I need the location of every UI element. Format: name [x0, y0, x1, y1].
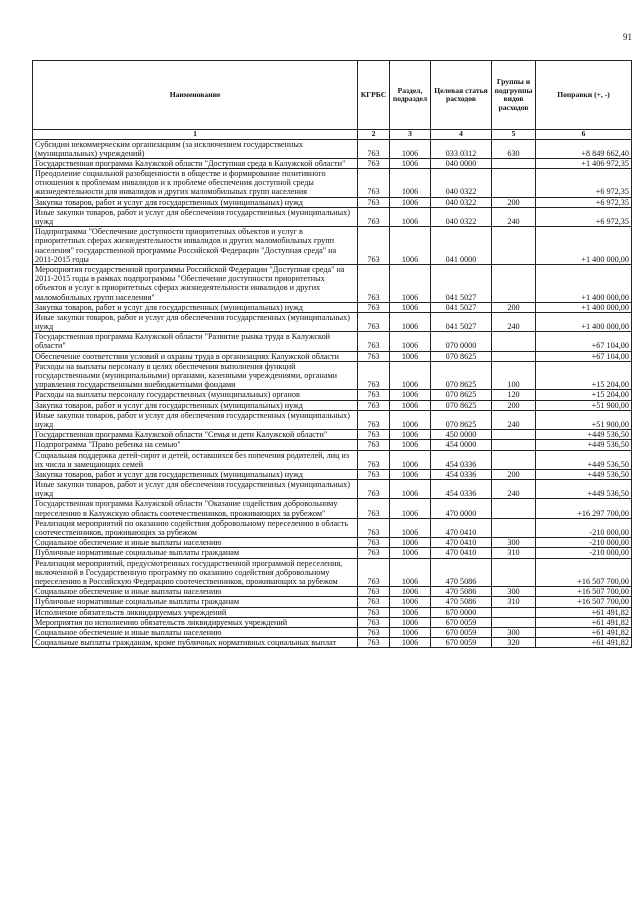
row-kgrbs: 763 — [358, 139, 390, 158]
row-name: Государственная программа Калужской области "Семья и дети Калужской области" — [33, 430, 358, 440]
row-amount: +449 536,50 — [536, 430, 632, 440]
row-section: 1006 — [390, 312, 431, 331]
row-section: 1006 — [390, 332, 431, 351]
header-kgrbs: КГРБС — [358, 61, 390, 130]
row-article: 470 0410 — [431, 548, 492, 558]
row-article: 070 8625 — [431, 390, 492, 400]
row-amount: +449 536,50 — [536, 450, 632, 469]
table-row — [33, 607, 632, 617]
row-section: 1006 — [390, 400, 431, 410]
row-amount: +6 972,35 — [536, 207, 632, 226]
row-kgrbs: 763 — [358, 607, 390, 617]
row-section: 1006 — [390, 617, 431, 627]
row-group: 240 — [492, 410, 536, 429]
row-kgrbs: 763 — [358, 264, 390, 302]
row-kgrbs: 763 — [358, 169, 390, 198]
row-name: Мероприятия по исполнению обязательств ликвидируемых учреждений — [33, 617, 358, 627]
row-group — [492, 499, 536, 518]
table-row — [33, 440, 632, 450]
table-row — [33, 499, 632, 518]
row-section: 1006 — [390, 390, 431, 400]
row-name: Исполнение обязательств ликвидируемых учреждений — [33, 607, 358, 617]
row-kgrbs: 763 — [358, 587, 390, 597]
col-number: 6 — [536, 130, 632, 140]
table-row — [33, 351, 632, 361]
table-row — [33, 410, 632, 429]
row-name: Закупка товаров, работ и услуг для государственных (муниципальных) нужд — [33, 197, 358, 207]
table-row — [33, 361, 632, 390]
row-group — [492, 518, 536, 537]
row-kgrbs: 763 — [358, 158, 390, 168]
row-section: 1006 — [390, 548, 431, 558]
row-kgrbs: 763 — [358, 197, 390, 207]
row-article: 670 0059 — [431, 638, 492, 648]
row-name: Государственная программа Калужской области "Развитие рынка труда в Калужской области" — [33, 332, 358, 351]
row-amount: +67 104,00 — [536, 332, 632, 351]
table-row — [33, 469, 632, 479]
row-group — [492, 169, 536, 198]
row-group — [492, 227, 536, 265]
page-number: 91 — [623, 32, 632, 42]
row-amount: -210 000,00 — [536, 518, 632, 537]
row-section: 1006 — [390, 607, 431, 617]
table-row — [33, 139, 632, 158]
row-article: 070 8625 — [431, 410, 492, 429]
row-section: 1006 — [390, 627, 431, 637]
row-kgrbs: 763 — [358, 207, 390, 226]
table-row — [33, 264, 632, 302]
row-kgrbs: 763 — [358, 410, 390, 429]
row-group: 310 — [492, 597, 536, 607]
table-row — [33, 480, 632, 499]
table-row — [33, 390, 632, 400]
table-row — [33, 227, 632, 265]
row-group — [492, 558, 536, 587]
row-group: 240 — [492, 312, 536, 331]
row-article: 470 0410 — [431, 538, 492, 548]
row-group: 300 — [492, 538, 536, 548]
row-kgrbs: 763 — [358, 597, 390, 607]
table-row — [33, 158, 632, 168]
row-article: 041 0000 — [431, 227, 492, 265]
row-name: Преодоление социальной разобщенности в обществе и формирование позитивного отношения к проблемам инвалидов и к проблеме обеспечения доступной среды жизнедеятельности для инвалидов и других маломобильных групп населения — [33, 169, 358, 198]
row-name: Иные закупки товаров, работ и услуг для обеспечения государственных (муниципальных) нужд — [33, 480, 358, 499]
row-name: Закупка товаров, работ и услуг для государственных (муниципальных) нужд — [33, 400, 358, 410]
row-article: 454 0000 — [431, 440, 492, 450]
row-amount: +1 400 000,00 — [536, 312, 632, 331]
col-number: 3 — [390, 130, 431, 140]
table-row — [33, 548, 632, 558]
row-kgrbs: 763 — [358, 312, 390, 331]
row-article: 070 8625 — [431, 361, 492, 390]
row-group — [492, 450, 536, 469]
row-amount: +449 536,50 — [536, 440, 632, 450]
row-article: 454 0336 — [431, 469, 492, 479]
row-article: 033 0312 — [431, 139, 492, 158]
row-article: 450 0000 — [431, 430, 492, 440]
row-name: Реализация мероприятий по оказанию содействия добровольному переселению в область соотечественников, проживающих за рубежом — [33, 518, 358, 537]
row-amount: +61 491,82 — [536, 627, 632, 637]
row-group — [492, 332, 536, 351]
row-section: 1006 — [390, 558, 431, 587]
row-kgrbs: 763 — [358, 351, 390, 361]
table-row — [33, 627, 632, 637]
row-group: 300 — [492, 587, 536, 597]
row-name: Социальное обеспечение и иные выплаты населению — [33, 587, 358, 597]
row-article: 670 0059 — [431, 627, 492, 637]
table-row — [33, 617, 632, 627]
row-section: 1006 — [390, 207, 431, 226]
row-section: 1006 — [390, 538, 431, 548]
row-kgrbs: 763 — [358, 638, 390, 648]
row-group: 240 — [492, 207, 536, 226]
row-section: 1006 — [390, 227, 431, 265]
row-group: 200 — [492, 400, 536, 410]
row-article: 470 0410 — [431, 518, 492, 537]
row-group — [492, 617, 536, 627]
row-amount: +449 536,50 — [536, 480, 632, 499]
table-row — [33, 638, 632, 648]
table-row — [33, 538, 632, 548]
header-row — [33, 61, 632, 130]
row-kgrbs: 763 — [358, 617, 390, 627]
row-name: Публичные нормативные социальные выплаты гражданам — [33, 597, 358, 607]
row-kgrbs: 763 — [358, 558, 390, 587]
table-row — [33, 302, 632, 312]
row-name: Социальные выплаты гражданам, кроме публичных нормативных социальных выплат — [33, 638, 358, 648]
row-article: 040 0322 — [431, 169, 492, 198]
row-section: 1006 — [390, 587, 431, 597]
row-article: 470 5086 — [431, 558, 492, 587]
row-section: 1006 — [390, 169, 431, 198]
row-amount: +1 406 972,35 — [536, 158, 632, 168]
row-name: Государственная программа Калужской области "Доступная среда в Калужской области" — [33, 158, 358, 168]
row-section: 1006 — [390, 158, 431, 168]
col-number: 5 — [492, 130, 536, 140]
row-section: 1006 — [390, 480, 431, 499]
row-kgrbs: 763 — [358, 480, 390, 499]
row-amount: -210 000,00 — [536, 548, 632, 558]
table-row — [33, 332, 632, 351]
row-amount: +15 204,00 — [536, 390, 632, 400]
row-group — [492, 158, 536, 168]
row-name: Иные закупки товаров, работ и услуг для обеспечения государственных (муниципальных) нужд — [33, 312, 358, 331]
header-amount: Поправки (+, -) — [536, 61, 632, 130]
row-kgrbs: 763 — [358, 548, 390, 558]
row-amount: +449 536,50 — [536, 469, 632, 479]
row-group: 320 — [492, 638, 536, 648]
row-name: Социальное обеспечение и иные выплаты населению — [33, 627, 358, 637]
row-section: 1006 — [390, 197, 431, 207]
row-section: 1006 — [390, 638, 431, 648]
row-kgrbs: 763 — [358, 400, 390, 410]
row-amount: +16 297 700,00 — [536, 499, 632, 518]
row-section: 1006 — [390, 499, 431, 518]
row-kgrbs: 763 — [358, 627, 390, 637]
table-row — [33, 430, 632, 440]
row-article: 040 0322 — [431, 207, 492, 226]
row-group: 310 — [492, 548, 536, 558]
row-section: 1006 — [390, 440, 431, 450]
row-article: 040 0000 — [431, 158, 492, 168]
row-group: 100 — [492, 361, 536, 390]
row-section: 1006 — [390, 264, 431, 302]
row-name: Иные закупки товаров, работ и услуг для обеспечения государственных (муниципальных) нужд — [33, 410, 358, 429]
row-section: 1006 — [390, 410, 431, 429]
row-amount: +16 507 700,00 — [536, 597, 632, 607]
header-section: Раздел, подраздел — [390, 61, 431, 130]
row-kgrbs: 763 — [358, 469, 390, 479]
row-name: Публичные нормативные социальные выплаты гражданам — [33, 548, 358, 558]
table-row — [33, 518, 632, 537]
row-kgrbs: 763 — [358, 538, 390, 548]
row-amount: +1 400 000,00 — [536, 302, 632, 312]
row-group — [492, 264, 536, 302]
row-name: Закупка товаров, работ и услуг для государственных (муниципальных) нужд — [33, 302, 358, 312]
row-name: Социальное обеспечение и иные выплаты населению — [33, 538, 358, 548]
row-amount: +8 849 662,40 — [536, 139, 632, 158]
row-section: 1006 — [390, 450, 431, 469]
row-group: 300 — [492, 627, 536, 637]
row-kgrbs: 763 — [358, 390, 390, 400]
row-article: 670 0000 — [431, 607, 492, 617]
row-kgrbs: 763 — [358, 430, 390, 440]
row-group — [492, 440, 536, 450]
header-name: Наименование — [33, 61, 358, 130]
row-article: 470 0000 — [431, 499, 492, 518]
col-number: 1 — [33, 130, 358, 140]
row-name: Мероприятия государственной программы Российской Федерации "Доступная среда" на 2011-2015 годы в рамках подпрограммы "Обеспечение доступности приоритетных объектов и услуг в приоритетных сферах жизнедеятельности инвалидов и других маломобильных групп населения" — [33, 264, 358, 302]
row-amount: +51 900,00 — [536, 410, 632, 429]
row-group: 200 — [492, 469, 536, 479]
row-kgrbs: 763 — [358, 499, 390, 518]
header-group: Группы и подгруппы видов расходов — [492, 61, 536, 130]
row-kgrbs: 763 — [358, 440, 390, 450]
row-article: 470 5086 — [431, 597, 492, 607]
row-name: Подпрограмма "Обеспечение доступности приоритетных объектов и услуг в приоритетных сферах жизнедеятельности инвалидов и других маломобильных групп населения" государственной программы Российской Федерации "Доступная среда" на 2011-2015 годы — [33, 227, 358, 265]
row-amount: +16 507 700,00 — [536, 558, 632, 587]
row-group: 240 — [492, 480, 536, 499]
row-amount: +61 491,82 — [536, 617, 632, 627]
row-amount: +6 972,35 — [536, 197, 632, 207]
row-amount: +61 491,82 — [536, 638, 632, 648]
table-row — [33, 169, 632, 198]
row-group — [492, 607, 536, 617]
table-row — [33, 197, 632, 207]
row-amount: +51 900,00 — [536, 400, 632, 410]
row-amount: +61 491,82 — [536, 607, 632, 617]
table-row — [33, 597, 632, 607]
table-row — [33, 587, 632, 597]
row-article: 454 0336 — [431, 450, 492, 469]
row-section: 1006 — [390, 469, 431, 479]
row-name: Расходы на выплаты персоналу государственных (муниципальных) органов — [33, 390, 358, 400]
row-kgrbs: 763 — [358, 227, 390, 265]
row-section: 1006 — [390, 518, 431, 537]
row-group: 200 — [492, 197, 536, 207]
col-number: 4 — [431, 130, 492, 140]
header-article: Целевая статья расходов — [431, 61, 492, 130]
row-name: Закупка товаров, работ и услуг для государственных (муниципальных) нужд — [33, 469, 358, 479]
row-amount: +1 400 000,00 — [536, 227, 632, 265]
row-section: 1006 — [390, 597, 431, 607]
row-name: Обеспечение соответствия условий и охраны труда в организациях Калужской области — [33, 351, 358, 361]
row-article: 070 8625 — [431, 351, 492, 361]
row-group: 120 — [492, 390, 536, 400]
row-name: Субсидии некоммерческим организациям (за исключением государственных (муниципальных) учреждений) — [33, 139, 358, 158]
row-section: 1006 — [390, 302, 431, 312]
row-kgrbs: 763 — [358, 518, 390, 537]
table-row — [33, 207, 632, 226]
row-kgrbs: 763 — [358, 302, 390, 312]
row-article: 041 5027 — [431, 312, 492, 331]
row-amount: +6 972,35 — [536, 169, 632, 198]
table-row — [33, 400, 632, 410]
column-number-row — [33, 130, 632, 140]
row-article: 041 5027 — [431, 264, 492, 302]
row-section: 1006 — [390, 139, 431, 158]
row-kgrbs: 763 — [358, 332, 390, 351]
table-row — [33, 558, 632, 587]
row-name: Подпрограмма "Право ребенка на семью" — [33, 440, 358, 450]
row-amount: -210 000,00 — [536, 538, 632, 548]
row-amount: +16 507 700,00 — [536, 587, 632, 597]
table-row — [33, 312, 632, 331]
row-article: 070 8625 — [431, 400, 492, 410]
row-article: 470 5086 — [431, 587, 492, 597]
row-kgrbs: 763 — [358, 450, 390, 469]
row-section: 1006 — [390, 430, 431, 440]
row-kgrbs: 763 — [358, 361, 390, 390]
row-amount: +15 204,00 — [536, 361, 632, 390]
row-section: 1006 — [390, 351, 431, 361]
row-name: Реализация мероприятий, предусмотренных государственной программой переселения, включенной в Государственную программу по оказанию содействия добровольному переселению в Российскую Федерацию соотечественников, проживающих за рубежом — [33, 558, 358, 587]
row-article: 454 0336 — [431, 480, 492, 499]
row-group: 630 — [492, 139, 536, 158]
row-group — [492, 351, 536, 361]
budget-table — [32, 60, 632, 648]
row-name: Расходы на выплаты персоналу в целях обеспечения выполнения функций государственными (муниципальными) органами, казенными учреждениями, органами управления государственными внебюджетными фондами — [33, 361, 358, 390]
row-article: 070 0000 — [431, 332, 492, 351]
row-amount: +67 104,00 — [536, 351, 632, 361]
row-group: 200 — [492, 302, 536, 312]
row-article: 040 0322 — [431, 197, 492, 207]
col-number: 2 — [358, 130, 390, 140]
row-article: 670 0059 — [431, 617, 492, 627]
row-amount: +1 400 000,00 — [536, 264, 632, 302]
row-section: 1006 — [390, 361, 431, 390]
row-name: Социальная поддержка детей-сирот и детей, оставшихся без попечения родителей, лиц из их числа и замещающих семей — [33, 450, 358, 469]
row-group — [492, 430, 536, 440]
table-row — [33, 450, 632, 469]
row-name: Государственная программа Калужской области "Оказание содействия добровольному переселению в Калужскую область соотечественников, проживающих за рубежом" — [33, 499, 358, 518]
row-article: 041 5027 — [431, 302, 492, 312]
row-name: Иные закупки товаров, работ и услуг для обеспечения государственных (муниципальных) нужд — [33, 207, 358, 226]
